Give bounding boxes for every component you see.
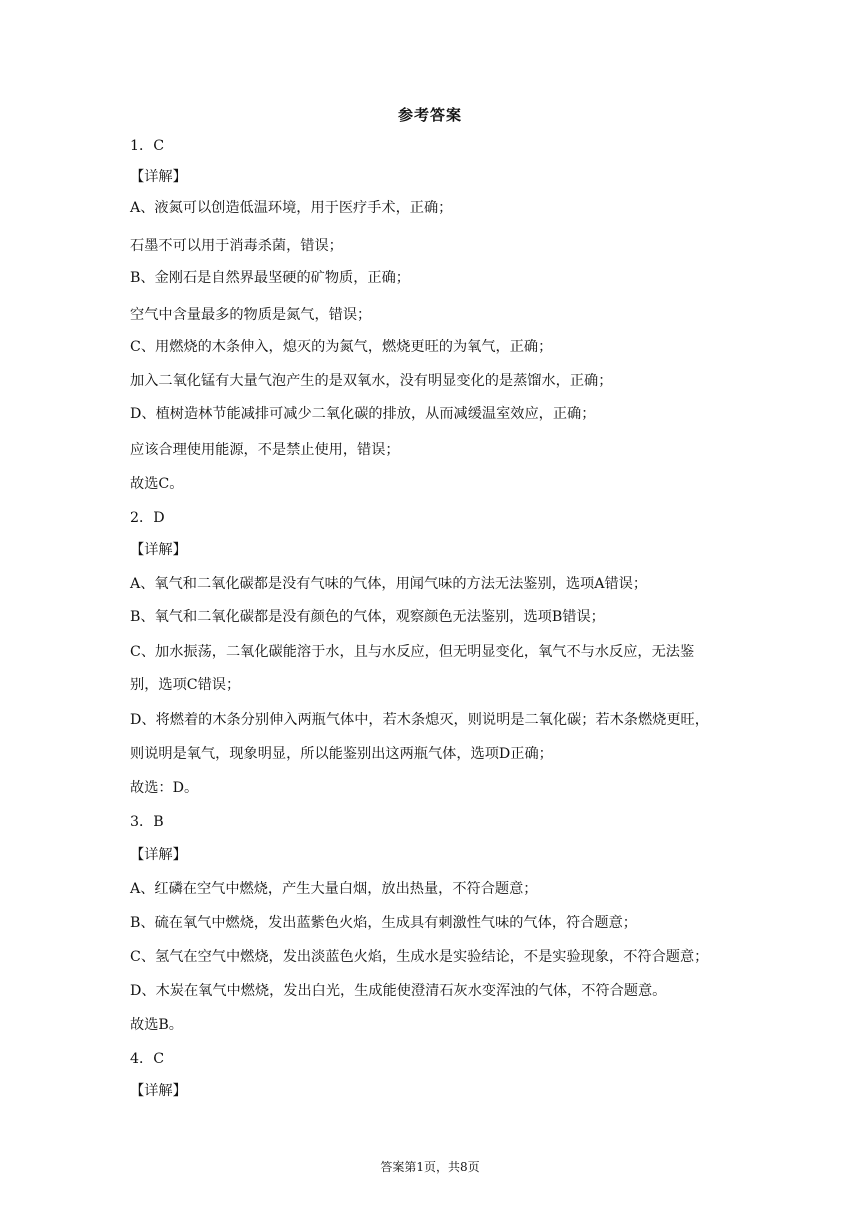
answer-line: 2．D <box>130 510 165 526</box>
answer-line: 应该合理使用能源，不是禁止使用，错误； <box>130 442 400 458</box>
answer-line: B、氧气和二氧化碳都是没有颜色的气体，观察颜色无法鉴别，选项B错误； <box>130 609 605 625</box>
answer-line: 空气中含量最多的物质是氮气，错误； <box>130 307 372 323</box>
answer-line: 4．C <box>130 1051 165 1067</box>
answer-line: 故选B。 <box>130 1017 183 1033</box>
answer-line: 故选：D。 <box>130 780 199 796</box>
answer-line: C、加水振荡，二氧化碳能溶于水，且与水反应，但无明显变化，氧气不与水反应，无法鉴 <box>130 644 695 660</box>
answer-line: B、硫在氧气中燃烧，发出蓝紫色火焰，生成具有刺激性气味的气体，符合题意； <box>130 915 637 931</box>
answer-line: B、金刚石是自然界最坚硬的矿物质，正确； <box>130 270 410 286</box>
answer-line: 石墨不可以用于消毒杀菌，错误； <box>130 238 343 254</box>
answer-line: A、红磷在空气中燃烧，产生大量白烟，放出热量，不符合题意； <box>130 881 538 897</box>
answer-line: 3．B <box>130 814 164 830</box>
answer-line: 【详解】 <box>130 847 187 863</box>
answer-line: 【详解】 <box>130 1083 187 1099</box>
answer-line: 别，选项C错误； <box>130 677 241 693</box>
answer-line: A、氧气和二氧化碳都是没有气味的气体，用闻气味的方法无法鉴别，选项A错误； <box>130 576 648 592</box>
answer-line: 故选C。 <box>130 476 184 492</box>
answer-line: D、植树造林节能减排可减少二氧化碳的排放，从而减缓温室效应，正确； <box>130 406 596 422</box>
answer-line: 【详解】 <box>130 542 187 558</box>
answer-line: 【详解】 <box>130 169 187 185</box>
answer-line: C、用燃烧的木条伸入，熄灭的为氮气，燃烧更旺的为氧气，正确； <box>130 339 553 355</box>
answer-line: 1．C <box>130 138 165 154</box>
answer-line: 则说明是氧气，现象明显，所以能鉴别出这两瓶气体，选项D正确； <box>130 746 553 762</box>
page-footer: 答案第1页，共8页 <box>380 1160 480 1174</box>
answer-line: D、木炭在氧气中燃烧，发出白光，生成能使澄清石灰水变浑浊的气体，不符合题意。 <box>130 983 667 999</box>
answer-line: D、将燃着的木条分别伸入两瓶气体中，若木条熄灭，则说明是二氧化碳；若木条燃烧更旺， <box>130 712 709 728</box>
answer-line: 加入二氧化锰有大量气泡产生的是双氧水，没有明显变化的是蒸馏水，正确； <box>130 373 613 389</box>
answer-line: C、氢气在空气中燃烧，发出淡蓝色火焰，生成水是实验结论，不是实验现象，不符合题意； <box>130 949 709 965</box>
page-title: 参考答案 <box>397 106 462 124</box>
answer-line: A、液氮可以创造低温环境，用于医疗手术，正确； <box>130 200 453 216</box>
